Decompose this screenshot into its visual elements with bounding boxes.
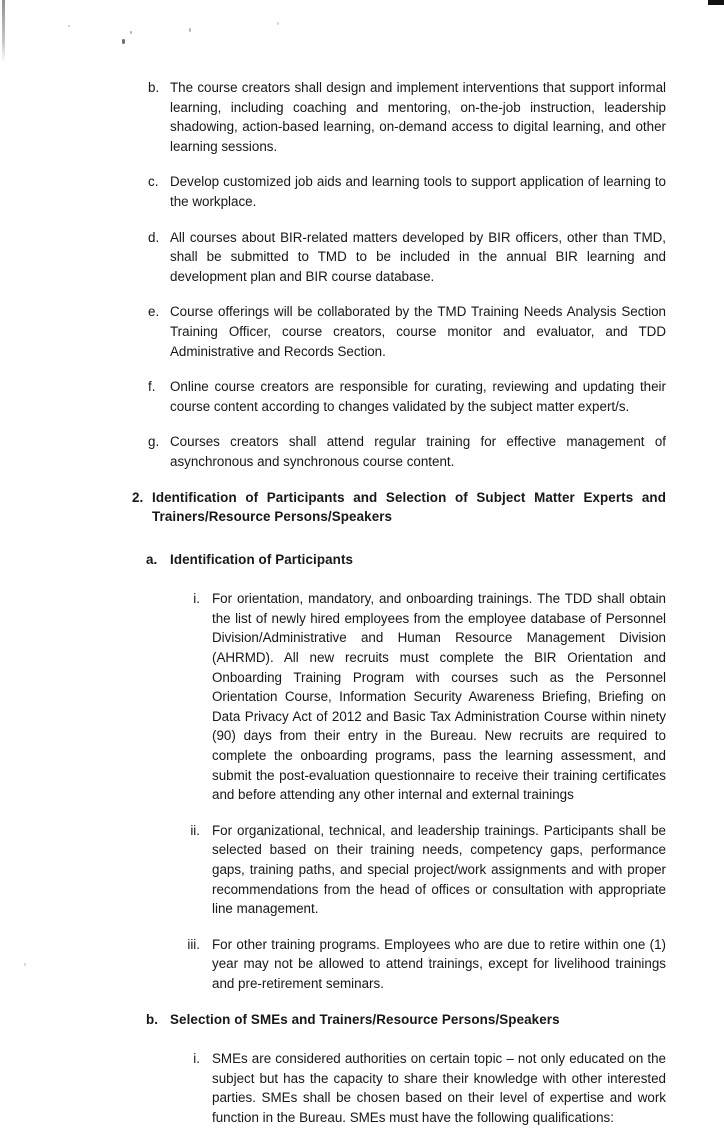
roman-numeral-clause [0,1049,724,1127]
lettered-clause [0,432,724,471]
list-marker: a. [146,551,158,567]
list-marker: ii. [190,822,200,838]
list-marker: iii. [187,936,200,952]
list-marker: f. [148,379,156,395]
list-marker: 2. [132,489,144,505]
lettered-clause [0,377,724,416]
numbered-section-heading [0,488,724,527]
lettered-clause [0,78,724,156]
clause-text: Selection of SMEs and Trainers/Resource Persons/Speakers [170,1011,560,1027]
clause-text: The course creators shall design and implement interventions that support informal learning, including coaching and mentoring, on-the-job instruction, leadership shadowing, action-based learning, on-demand access to digital learning, and other learning sessions. [170,80,666,154]
list-marker: g. [148,434,160,450]
list-marker: d. [148,229,160,245]
clause-text: Identification of Participants and Selection of Subject Matter Experts and Trainers/Resource Persons/Speakers [152,489,666,525]
sub-section-heading [0,550,724,570]
list-marker: e. [148,304,160,320]
clause-text: Course offerings will be collaborated by the TMD Training Needs Analysis Section Training Officer, course creators, course monitor and evaluator, and TDD Administrative and Records Section. [170,304,666,359]
list-marker: i. [193,1051,200,1067]
clause-text: For other training programs. Employees who are due to retire within one (1) year may not be allowed to attend trainings, except for livelihood trainings and pre-retirement seminars. [212,936,666,991]
clause-text: Develop customized job aids and learning tools to support application of learning to the workplace. [170,174,666,209]
lettered-clause [0,228,724,287]
lettered-clause [0,302,724,361]
roman-numeral-clause [0,589,724,805]
list-marker: i. [193,591,200,607]
roman-numeral-clause [0,935,724,994]
sub-section-heading [0,1010,724,1030]
list-marker: c. [148,174,159,190]
clause-text: All courses about BIR-related matters developed by BIR officers, other than TMD, shall be submitted to TMD to be included in the annual BIR learning and development plan and BIR course database. [170,229,666,284]
clause-text: Identification of Participants [170,551,354,567]
clause-text: SMEs are considered authorities on certain topic – not only educated on the subject but has the capacity to share their knowledge with other interested parties. SMEs shall be chosen based on their level of expertise and work function in the Bureau. SMEs must have the following qualifications: [212,1051,666,1125]
clause-text: Online course creators are responsible for curating, reviewing and updating their course content according to changes validated by the subject matter expert/s. [170,379,666,414]
clause-text: For orientation, mandatory, and onboarding trainings. The TDD shall obtain the list of newly hired employees from the employee database of Personnel Division/Administrative and Human Resource Management Division (AHRMD). All new recruits must complete the BIR Orientation and Onboarding Training Program with courses such as the Personnel Orientation Course, Information Security Awareness Briefing, Briefing on Data Privacy Act of 2012 and Basic Tax Administration Course within ninety (90) days from their entry in the Bureau. New recruits are required to complete the onboarding programs, pass the learning assessment, and submit the post-evaluation questionnaire to receive their training certificates and before attending any other internal and external trainings [212,591,666,803]
roman-numeral-clause [0,821,724,919]
list-marker: b. [148,80,160,95]
clause-text: For organizational, technical, and leadership trainings. Participants shall be selected based on their training needs, competency gaps, performance gaps, training paths, and special project/work assignments and with proper recommendations from the head of offices or consultation with appropriate line management. [212,822,666,917]
lettered-clause [0,172,724,211]
list-marker: b. [146,1011,159,1027]
clause-text: Courses creators shall attend regular training for effective management of asynchronous and synchronous course content. [170,434,666,469]
